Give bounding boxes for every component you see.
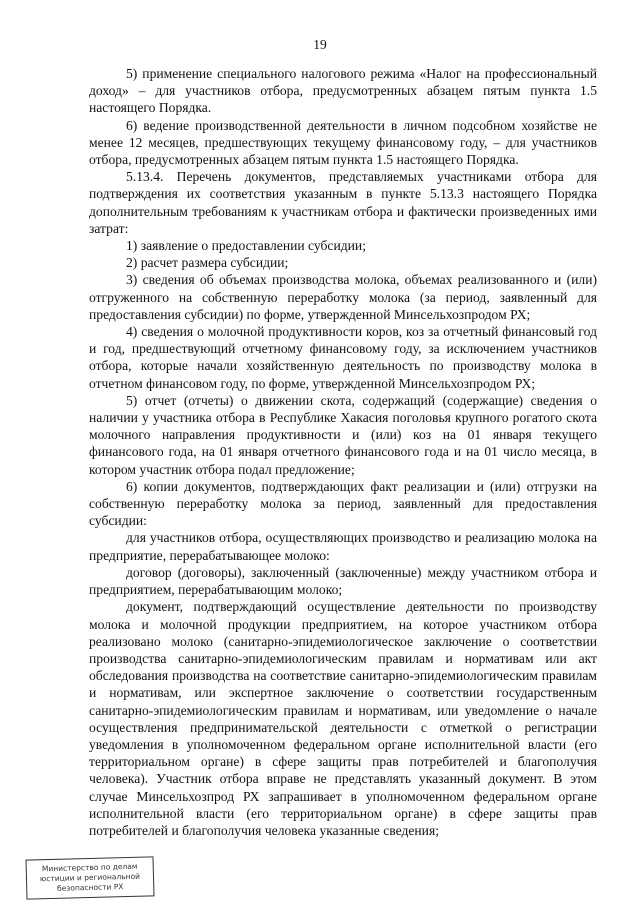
paragraph-5-13-4: 5.13.4. Перечень документов, представляемых участниками отбора для подтверждения их соответствия указанным в пункте 5.13.3 настоящего Порядка дополнительным требованиям к участникам отбора и фактически произведенных ими затрат: [89,169,597,236]
stamp-line-2: юстиции и региональной [39,871,141,884]
list-item-3: 3) сведения об объемах производства молока, объемах реализованного и (или) отгруженного на собственную переработку молока (за период, заявленный для предоставления субсидии) по форме, утвержденной Минсельхозпродом РХ; [89,272,597,322]
registration-stamp [25,856,154,899]
list-item-6: 6) копии документов, подтверждающих факт реализации и (или) отгрузки на собственную переработку молока за период, заявленный для предоставления субсидии: [89,478,597,529]
stamp-line-1: Министерство по делам [41,861,138,874]
paragraph-item-5: 5) применение специального налогового режима «Налог на профессиональный доход» – для участников отбора, предусмотренных абзацем пятым пункта 1.5 настоящего Порядка. [89,66,597,116]
stamp-line-3: безопасности РХ [56,882,124,893]
list-item-1: 1) заявление о предоставлении субсидии; [126,238,366,254]
document-body [89,65,597,839]
list-item-5: 5) отчет (отчеты) о движении скота, содержащий (содержащие) сведения о наличии у участника отбора в Республике Хакасия поголовья крупного рогатого скота молочного направления продуктивности и (или) коз на 01 января текущего финансового года, на 01 января отчетного финансового года и на 01 число месяца, в котором участник отбора подал предложение; [89,392,597,477]
list-item-2: 2) расчет размера субсидии; [126,255,289,271]
list-item-4: 4) сведения о молочной продуктивности коров, коз за отчетный финансовый год и год, предшествующий отчетному финансовому году, за исключением участников отбора, которые начали хозяйственную деятельность по производству молока в отчетном финансовом году, по форме, утвержденной Минсельхозпродом РХ; [89,324,597,391]
subparagraph-document: документ, подтверждающий осуществление деятельности по производству молока и молочной продукции предприятием, на которое участником отбора реализовано молоко (санитарно-эпидемиологическое заключение о соответствии производства санитарно-эпидемиологическим правилам и нормативам или акт обследования производства на соответствие санитарно-эпидемиологическим правилам и нормативам, или экспертное заключение о соответствии государственным санитарно-эпидемиологическим правилам и нормативам, или уведомление о начале осуществления предпринимательской деятельности с отметкой о регистрации уведомления в уполномоченном федеральном органе исполнительной власти (его территориальном органе) в сфере защиты прав потребителей и благополучия человека). Участник отбора вправе не представлять указанный документ. В этом случае Минсельхозпрод РХ запрашивает в уполномоченном федеральном органе исполнительной власти (его территориальном органе) в сфере защиты прав потребителей и благополучия человека указанные сведения; [89,599,597,838]
paragraph-item-6: 6) ведение производственной деятельности в личном подсобном хозяйстве не менее 12 месяцев, предшествующих текущему финансовому году, – для участников отбора, предусмотренных абзацем пятым пункта 1.5 настоящего Порядка. [89,117,597,168]
subparagraph-participants: для участников отбора, осуществляющих производство и реализацию молока на предприятие, перерабатывающее молоко: [89,530,597,563]
subparagraph-contract: договор (договоры), заключенный (заключенные) между участником отбора и предприятием, перерабатывающим молоко; [89,564,597,598]
page-number: 19 [313,37,327,52]
